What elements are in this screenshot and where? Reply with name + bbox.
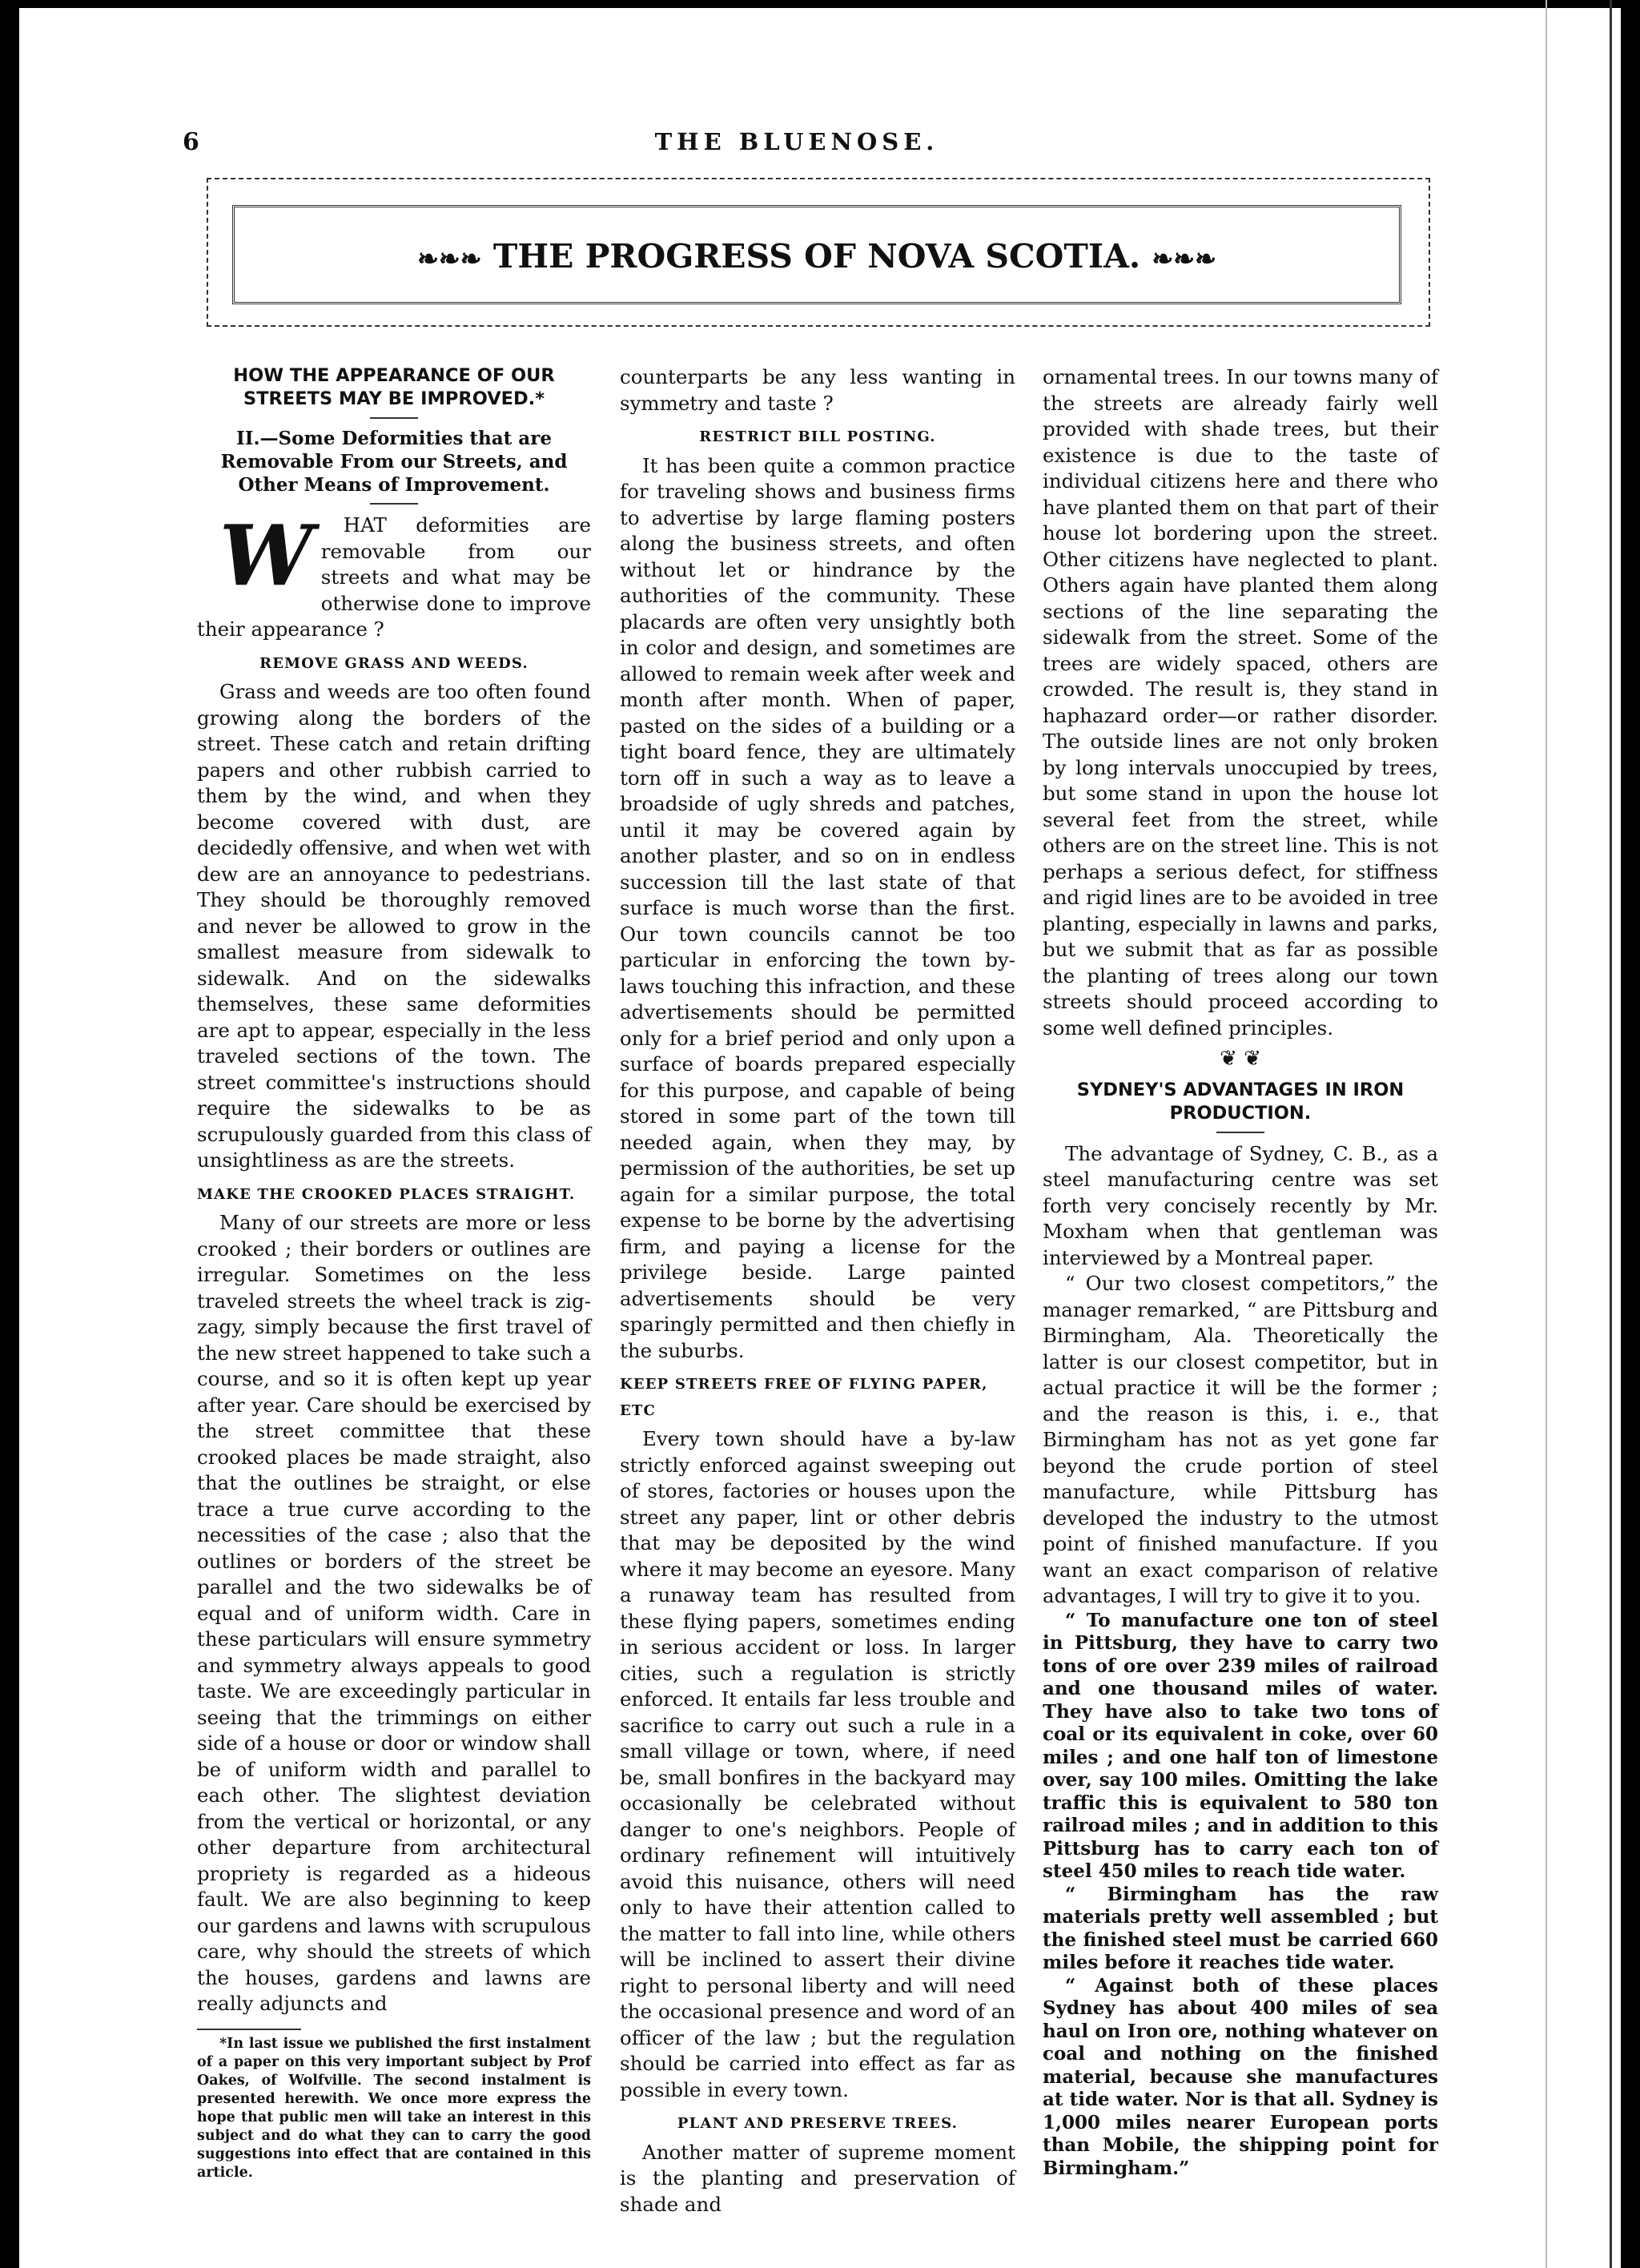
intro-text: HAT deformities are removable from our streets and what may be otherwise done to improve their appearance ? xyxy=(197,513,591,641)
paragraph-crooked: Many of our streets are more or less crooked ; their borders or outlines are irregular. Sometimes on the less traveled streets the wheel track is zig-zagy, simply because the first travel of the new street happened to take such a course, and so it is often kept up year after year. Care should be exercised by the street committee that these crooked places be made straight, also that the outlines be straight, or else trace a true curve according to the necessities of the case ; also that the outlines or borders of the street be parallel and the two sidewalks be of equal and of uniform width. Care in these particulars will ensure symmetry and symmetry always appeals to good taste. We are exceedingly particular in seeing that the trimmings on either side of a house or door or window shall be of uniform width and parallel to each other. The slightest deviation from the vertical or horizontal, or any other departure from architectural propriety is regarded as a hideous fault. We are also beginning to keep our gardens and lawns with scrupulous care, why should the streets of which the houses, gardens and lawns are really adjuncts and xyxy=(197,1211,591,2015)
section-head-bill-posting: RESTRICT BILL POSTING. xyxy=(699,428,936,445)
page-number: 6 xyxy=(183,128,199,156)
paragraph-bill-posting: It has been quite a common practice for traveling shows and business firms to advertise by large flaming posters along the business streets, and often without let or hindrance by the authorities of the community. These placards are often very unsightly both in color and design, and sometimes are allowed to remain week after week and month after month. When of paper, pasted on the sides of a building or a tight board fence, they are ultimately torn off in such a way as to leave a broadside of ugly shreds and patches, until it may be covered again by another plaster, and so on in endless succession till the last state of that surface is much worse than the first. Our town councils cannot be too particular in enforcing the town by-laws touching this infraction, and these advertisements should be permitted only for a brief period and only upon a surface of boards prepared especially for this purpose, and capable of being stored in some part of the town till needed again, when they may, by permission of the authorities, be set up again for a similar purpose, the total expense to be borne by the advertising firm, and paying a license for the privilege beside. Large painted advertisements should be very sparingly permitted and then chiefly in the suburbs. xyxy=(620,453,1015,1362)
banner xyxy=(232,237,1401,275)
drop-cap: W xyxy=(219,506,313,605)
paragraph-continued: counterparts be any less wanting in symmetry and taste ? xyxy=(620,365,1015,415)
column-2 xyxy=(620,364,1015,2218)
subtitle-rule xyxy=(370,503,418,505)
paragraph-flying-paper: Every town should have a by-law strictly enforced against sweeping out of stores, factories or houses upon the street any paper, lint or other debris that may be deposited by the wind where it may become an eyesore. Many a runaway team has resulted from these flying papers, sometimes ending in serious accident or loss. In larger cities, such a regulation is strictly enforced. It entails far less trouble and sacrifice to carry out such a rule in a small village or town, where, if need be, small bonfires in the backyard may occasionally be celebrated without danger to one's neighbors. People of ordinary refinement will intuitively avoid this nuisance, others will need only to have their attention called to the matter to fall into line, while others will be inclined to assert their divine right to personal liberty and will need the occasional presence and word of an officer of the law ; but the regulation should be carried into effect as far as possible in every town. xyxy=(620,1427,1015,2101)
column-3 xyxy=(1043,364,1438,2180)
article2-paragraph-1: The advantage of Sydney, C. B., as a steel manufacturing centre was set forth very concisely recently by Mr. Moxham when that gentleman was interviewed by a Montreal paper. xyxy=(1043,1141,1438,1269)
page-edge-line xyxy=(1610,0,1612,2268)
ornament-left-icon: ❧❧❧ xyxy=(417,243,482,274)
banner-title: THE PROGRESS OF NOVA SCOTIA. xyxy=(492,237,1141,275)
article2-title-rule xyxy=(1216,1132,1264,1133)
ornament-right-icon: ❧❧❧ xyxy=(1152,243,1216,274)
scan-border-top xyxy=(0,0,1640,8)
running-head: THE BLUENOSE. xyxy=(654,128,939,155)
article2-title: SYDNEY'S ADVANTAGES IN IRON PRODUCTION. xyxy=(1076,1079,1405,1124)
section-head-crooked: MAKE THE CROOKED PLACES STRAIGHT. xyxy=(197,1185,576,1203)
article2-paragraph-2: “ Our two closest competitors,” the manager remarked, “ are Pittsburg and Birmingham, Ala. Theoretically the latter is our closest competitor, but in actual practice it will be the former ; and the reason is this, i. e., that Birmingham has not as yet gone far beyond the crude portion of steel manufacture, while Pittsburg has developed the industry to the utmost point of finished manufacture. If you want an exact comparison of relative advantages, I will try to give it to you. xyxy=(1043,1272,1438,1607)
fleuron-icon: ❦ ❦ xyxy=(1220,1047,1261,1071)
title-rule xyxy=(370,417,418,419)
article2-paragraph-5: “ Against both of these places Sydney has about 400 miles of sea haul on Iron ore, nothing whatever on coal and nothing on the finished material, because she manufactures at tide water. Nor is that all. Sydney is 1,000 miles nearer European ports than Mobile, the shipping point for Birmingham.” xyxy=(1043,1974,1438,2179)
column-1 xyxy=(197,364,591,2182)
paragraph-trees-continued: ornamental trees. In our towns many of the streets are already fairly well provided with shade trees, but their existence is due to the taste of individual citizens here and there who have planted them on that part of their house lot bordering upon the street. Other citizens have neglected to plant. Others again have planted them along sections of the line separating the sidewalk from the street. Some of the trees are widely spaced, others are crowded. The result is, they stand in haphazard order—or rather disorder. The outside lines are not only broken by long intervals unoccupied by trees, but some stand in upon the house lot several feet from the street, while others are on the street line. This is not perhaps a serious defect, for stiffness and rigid lines are to be avoided in tree planting, especially in lawns and parks, but we submit that as far as possible the planting of trees along our town streets should proceed according to some well defined principles. xyxy=(1043,365,1438,1040)
section-head-grass: REMOVE GRASS AND WEEDS. xyxy=(259,654,529,672)
section-head-trees: PLANT AND PRESERVE TREES. xyxy=(677,2115,959,2132)
page-fold-line xyxy=(1546,0,1547,2268)
article-subtitle: II.—Some Deformities that are Removable From our Streets, and Other Means of Improvement. xyxy=(220,428,568,496)
paragraph-grass: Grass and weeds are too often found growing along the borders of the street. These catch and retain drifting papers and other rubbish carried to them by the wind, and when they become covered with dust, are decidedly offensive, and when wet with dew are an annoyance to pedestrians. They should be thoroughly removed and never be allowed to grow in the smallest measure from sidewalk to sidewalk. And on the sidewalks themselves, these same deformities are apt to appear, especially in the less traveled sections of the town. The street committee's instructions should require the sidewalks to be as scrupulously guarded from this class of unsightliness as are the streets. xyxy=(197,680,591,1172)
footnote-rule xyxy=(197,2029,301,2030)
scan-border-left xyxy=(0,0,19,2268)
intro-paragraph xyxy=(197,506,591,643)
scan-border-right xyxy=(1621,0,1640,2268)
paragraph-trees: Another matter of supreme moment is the planting and preservation of shade and xyxy=(620,2140,1015,2216)
section-head-flying-paper: KEEP STREETS FREE OF FLYING PAPER, ETC xyxy=(620,1376,988,1419)
article2-paragraph-3: “ To manufacture one ton of steel in Pittsburg, they have to carry two tons of ore over 239 miles of railroad and one thousand miles of water. They have also to take two tons of coal or its equivalent in coke, over 60 miles ; and one half ton of limestone over, say 100 miles. Omitting the lake traffic this is equivalent to 580 ton railroad miles ; and in addition to this Pittsburg has to carry each ton of steel 450 miles to reach tide water. xyxy=(1043,1609,1438,1882)
footnote: *In last issue we published the first instalment of a paper on this very important subject by Prof Oakes, of Wolfville. The second instalment is presented herewith. We once more express the hope that public men will take an interest in this subject and do what they can to carry the good suggestions into effect that are contained in this article. xyxy=(197,2035,591,2181)
article2-paragraph-4: “ Birmingham has the raw materials pretty well assembled ; but the finished steel must be carried 660 miles before it reaches tide water. xyxy=(1043,1883,1438,1973)
article-title: HOW THE APPEARANCE OF OUR STREETS MAY BE IMPROVED.* xyxy=(233,365,555,409)
